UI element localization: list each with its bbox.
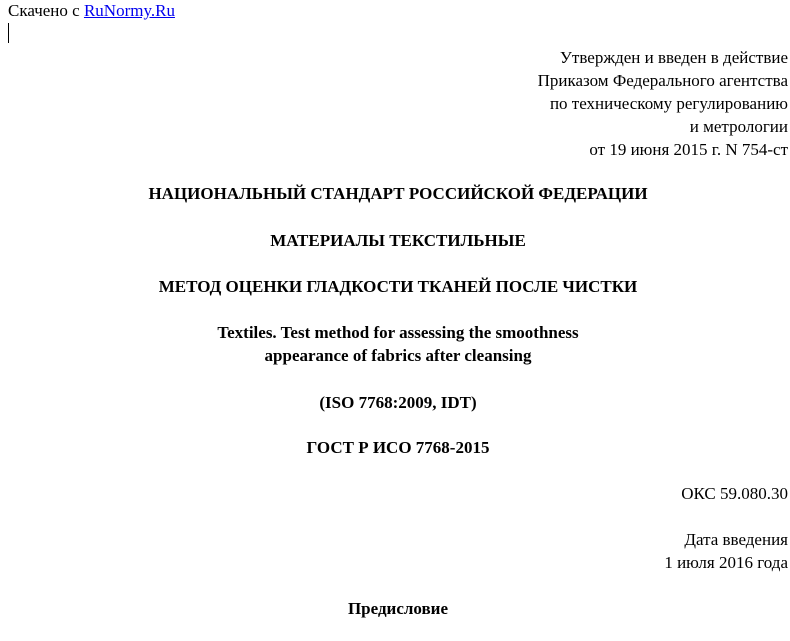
method-heading: МЕТОД ОЦЕНКИ ГЛАДКОСТИ ТКАНЕЙ ПОСЛЕ ЧИСТКИ (158, 277, 638, 296)
introduction-label: Дата введения (684, 530, 788, 549)
introduction-date-block (664, 528, 788, 574)
approval-line: по техническому регулированию (549, 94, 788, 113)
approval-block (538, 46, 788, 161)
approval-line: от 19 июня 2015 г. N 754-ст (589, 140, 788, 159)
approval-line: Приказом Федерального агентства (537, 71, 788, 90)
standard-heading: НАЦИОНАЛЬНЫЙ СТАНДАРТ РОССИЙСКОЙ ФЕДЕРАЦИИ (148, 184, 648, 203)
gost-number: ГОСТ Р ИСО 7768-2015 (306, 438, 490, 457)
english-title (0, 321, 790, 367)
iso-reference: (ISO 7768:2009, IDT) (319, 393, 477, 412)
source-line (8, 1, 175, 21)
okc-code: ОКС 59.080.30 (681, 484, 788, 503)
approval-line: Утвержден и введен в действие (559, 48, 788, 67)
category-heading: МАТЕРИАЛЫ ТЕКСТИЛЬНЫЕ (270, 231, 526, 250)
text-cursor (8, 23, 9, 43)
english-title-line-2: appearance of fabrics after cleansing (264, 346, 532, 365)
english-title-line-1: Textiles. Test method for assessing the smoothness (217, 323, 579, 342)
source-prefix: Скачено с (8, 1, 84, 20)
foreword-heading: Предисловие (347, 599, 449, 618)
introduction-date: 1 июля 2016 года (664, 553, 788, 572)
approval-line: и метрологии (689, 117, 788, 136)
source-link[interactable]: RuNormy.Ru (83, 1, 175, 20)
